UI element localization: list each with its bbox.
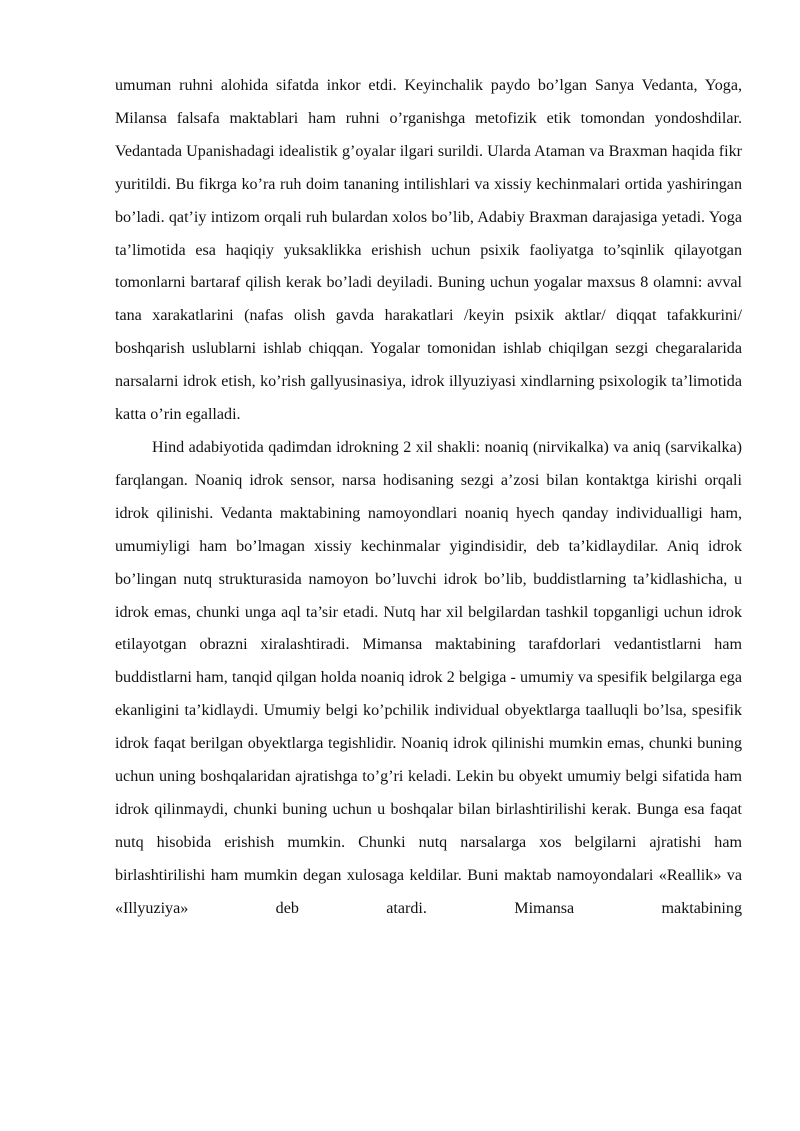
document-page xyxy=(115,70,742,926)
body-paragraph-2: Hind adabiyotida qadimdan idrokning 2 xil shakli: noaniq (nirvikalka) va aniq (sarvikalka) farqlangan. Noaniq idrok sensor, narsa hodisaning sezgi a’zosi bilan kontaktga kirishi orqali idrok qilinishi. Vedanta maktabining namoyondlari noaniq hyech qanday individualligi ham, umumiyligi ham bo’lmagan xissiy kechinmalar yigindisidir, deb ta’kidlaydilar. Aniq idrok bo’lingan nutq strukturasida namoyon bo’luvchi idrok bo’lib, buddistlarning ta’kidlashicha, u idrok emas, chunki unga aql ta’sir etadi. Nutq har xil belgilardan tashkil topganligi uchun idrok etilayotgan obrazni xiralashtiradi. Mimansa maktabining tarafdorlari vedantistlarni ham buddistlarni ham, tanqid qilgan holda noaniq idrok 2 belgiga - umumiy va spesifik belgilarga ega ekanligini ta’kidlaydi. Umumiy belgi ko’pchilik individual obyektlarga taalluqli bo’lsa, spesifik idrok faqat berilgan obyektlarga tegishlidir. Noaniq idrok qilinishi mumkin emas, chunki buning uchun uning boshqalaridan ajratishga to’g’ri keladi. Lekin bu obyekt umumiy belgi sifatida ham idrok qilinmaydi, chunki buning uchun u boshqalar bilan birlashtirilishi kerak. Bunga esa faqat nutq hisobida erishish mumkin. Chunki nutq narsalarga xos belgilarni ajratishi ham birlashtirilishi ham mumkin degan xulosaga keldilar. Buni maktab namoyondalari «Reallik» va «Illyuziya» deb atardi. Mimansa maktabining xyxy=(115,438,742,917)
body-paragraph-1: umuman ruhni alohida sifatda inkor etdi. Keyinchalik paydo bo’lgan Sanya Vedanta, Yoga, Milansa falsafa maktablari ham ruhni o’rganishga metofizik etik tomondan yondoshdilar. Vedantada Upanishadagi idealistik g’oyalar ilgari surildi. Ularda Ataman va Braxman haqida fikr yuritildi. Bu fikrga ko’ra ruh doim tananing intilishlari va xissiy kechinmalari ortida yashiringan bo’ladi. qat’iy intizom orqali ruh bulardan xolos bo’lib, Adabiy Braxman darajasiga yetadi. Yoga ta’limotida esa haqiqiy yuksaklikka erishish uchun psixik faoliyatga to’sqinlik qilayotgan tomonlarni bartaraf qilish kerak bo’ladi deyiladi. Buning uchun yogalar maxsus 8 olamni: avval tana xarakatlarini (nafas olish gavda harakatlari /keyin psixik aktlar/ diqqat tafakkurini/ boshqarish uslublarni ishlab chiqqan. Yogalar tomonidan ishlab chiqilgan sezgi chegaralarida narsalarni idrok etish, ko’rish gallyusinasiya, idrok illyuziyasi xindlarning psixologik ta’limotida katta o’rin egalladi. xyxy=(115,77,742,424)
